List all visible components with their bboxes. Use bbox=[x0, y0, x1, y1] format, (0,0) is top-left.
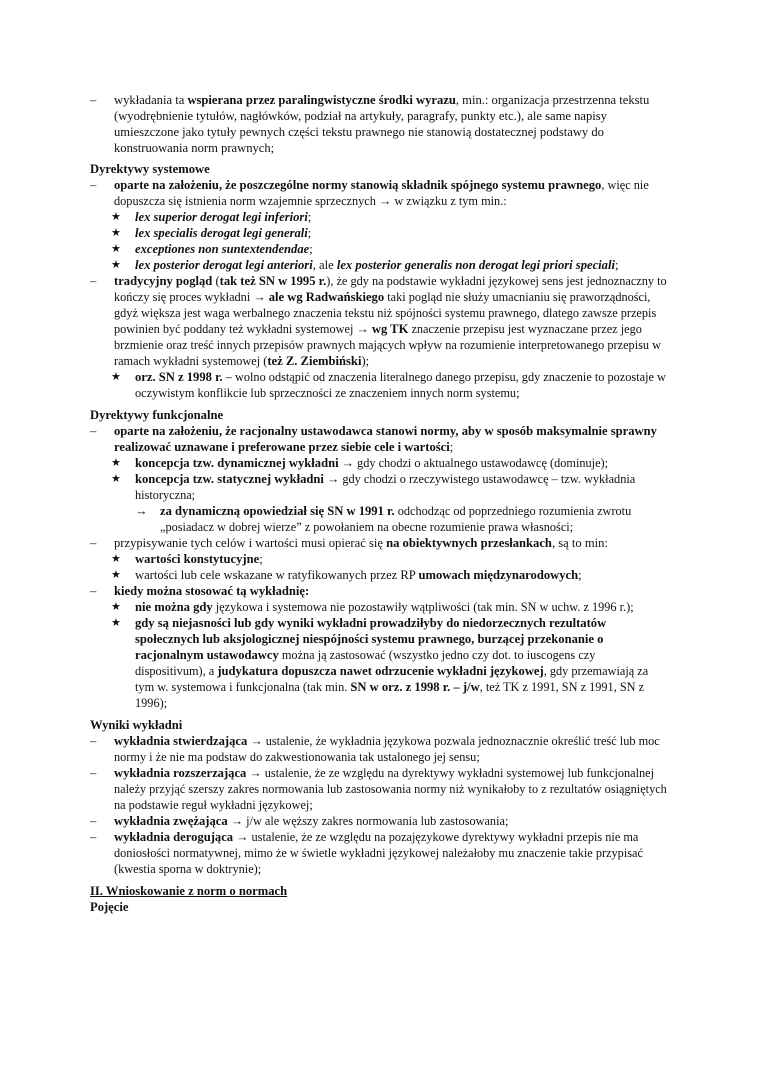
text: → ustalenie, że wykładnia językowa pozwala jednoznacznie określić treść lub moc normy i że nie ma podstaw do zakwestionowania tak ustalonego jej sensu; bbox=[114, 734, 660, 764]
dash-bullet: – bbox=[90, 536, 97, 550]
text: → gdy chodzi o aktualnego ustawodawcę (dominuje); bbox=[338, 456, 609, 470]
dash-bullet: – bbox=[90, 814, 97, 828]
text: wartości lub cele wskazane w ratyfikowanych przez RP bbox=[135, 568, 419, 582]
star-bullet: ★ bbox=[111, 243, 121, 255]
text: odchodząc od poprzedniego rozumienia zwrotu „posiadacz w dobrej wierze” z powołaniem na obecne rozumienie prawa własności; bbox=[160, 504, 632, 534]
star-bullet: ★ bbox=[111, 569, 121, 581]
latin-rule: lex specialis derogat legi generali bbox=[135, 226, 308, 240]
list-item bbox=[90, 225, 668, 241]
bold-text: wykładnia stwierdzająca bbox=[114, 734, 248, 748]
star-bullet: ★ bbox=[111, 601, 121, 613]
list-item bbox=[90, 829, 668, 877]
bold-text: judykatura dopuszcza nawet odrzucenie wykładni językowej bbox=[217, 664, 544, 678]
list-item bbox=[90, 765, 668, 813]
text: , gdy przemawiają za tym w. systemowa i funkcjonalna (tak min. bbox=[135, 664, 649, 694]
bold-text: oparte na założeniu, że poszczególne normy stanowią składnik spójnego systemu prawnego bbox=[114, 178, 602, 192]
star-bullet: ★ bbox=[111, 553, 121, 565]
list-item bbox=[90, 369, 668, 401]
text: , min.: organizacja przestrzenna tekstu (wyodrębnienie tytułów, nagłówków, podział na artykuły, paragrafy, punkty etc.), ale same napisy umieszczone jako tytuły pewnych części tekstu prawnego nie stanowią dostatecznej podstawy do konstruowania norm prawnych; bbox=[114, 93, 650, 155]
bold-text: wg TK bbox=[371, 322, 409, 336]
text: wykładania ta bbox=[114, 93, 188, 107]
bold-text: nie można gdy bbox=[135, 600, 213, 614]
text: , więc nie dopuszcza się istnienia norm wzajemnie sprzecznych → w związku z tym min.: bbox=[114, 178, 649, 208]
dash-bullet: – bbox=[90, 178, 97, 192]
text: → ustalenie, że ze względu na pozajęzykowe dyrektywy wykładni przepis nie ma doniosłości normatywnej, mimo że w świetle wykładni językowej należałoby mu znaczenie takie przypisać (kwestia sporna w doktrynie); bbox=[114, 830, 643, 876]
section-heading: Wyniki wykładni bbox=[90, 718, 183, 732]
dash-bullet: – bbox=[90, 734, 97, 748]
latin-rule: lex posterior derogat legi anteriori bbox=[135, 258, 313, 272]
text: , ale bbox=[312, 258, 337, 272]
section-heading: Dyrektywy systemowe bbox=[90, 162, 210, 176]
bold-text: koncepcja tzw. statycznej wykładni bbox=[135, 472, 324, 486]
bold-text: kiedy można stosować tą wykładnię: bbox=[114, 584, 310, 598]
text: znaczenie przepisu jest wyznaczane przez jego brzmienie oraz treść innych przepisów prawnych mających wpływ na rozumienie interpretowanego przepisu w ramach wykładni systemowej ( bbox=[114, 322, 662, 368]
text: można ją zastosować (wszystko jedno czy dot. to iuscogens czy dispositivum), a bbox=[135, 648, 596, 678]
list-item bbox=[90, 567, 668, 583]
list-item bbox=[90, 257, 668, 273]
star-bullet: ★ bbox=[111, 371, 121, 383]
list-item bbox=[90, 813, 668, 829]
dash-bullet: – bbox=[90, 93, 97, 107]
bold-text: orz. SN z 1998 r. bbox=[135, 370, 223, 384]
dash-bullet: – bbox=[90, 274, 97, 288]
bold-text: też Z. Ziembiński bbox=[267, 354, 362, 368]
bold-text: wspierana przez paralingwistyczne środki wyrazu bbox=[187, 93, 456, 107]
list-item bbox=[90, 273, 668, 369]
bold-text: tak też SN w 1995 r. bbox=[219, 274, 327, 288]
text: ); bbox=[361, 354, 370, 368]
list-item bbox=[90, 551, 668, 567]
punct: ; bbox=[614, 258, 619, 272]
dash-bullet: – bbox=[90, 766, 97, 780]
text: ( bbox=[212, 274, 220, 288]
bold-text: wartości konstytucyjne bbox=[135, 552, 260, 566]
bold-text: wykładnia derogująca bbox=[114, 830, 234, 844]
latin-rule: exceptiones non suntextendendae bbox=[135, 242, 310, 256]
bold-text: oparte na założeniu, że racjonalny ustawodawca stanowi normy, aby w sposób maksymalnie sprawny realizować uznawane i preferowane przez siebie cele i wartości bbox=[114, 424, 657, 454]
bold-text: SN w orz. z 1998 r. – j/w bbox=[350, 680, 480, 694]
document-content bbox=[90, 92, 668, 915]
list-item bbox=[90, 535, 668, 551]
list-item bbox=[90, 583, 668, 599]
bold-text: na obiektywnych przesłankach bbox=[386, 536, 552, 550]
latin-rule: lex superior derogat legi inferiori bbox=[135, 210, 308, 224]
text: → gdy chodzi o rzeczywistego ustawodawcę – tzw. wykładnia historyczna; bbox=[135, 472, 636, 502]
list-item bbox=[90, 423, 668, 455]
star-bullet: ★ bbox=[111, 617, 121, 629]
list-item bbox=[90, 92, 668, 156]
bold-text: wykładnia zwężająca bbox=[114, 814, 228, 828]
bold-text: umowach międzynarodowych bbox=[418, 568, 579, 582]
text: przypisywanie tych celów i wartości musi opierać się bbox=[114, 536, 387, 550]
text: taki pogląd nie służy umacnianiu się praworządności, gdyż większa jest waga werbalnego znaczenia tekstu niż spójności systemu prawnego, dlatego zawsze przepis powinien być poddany też wykładni systemowej → bbox=[114, 290, 657, 336]
star-bullet: ★ bbox=[111, 473, 121, 485]
punct: ; bbox=[449, 440, 454, 454]
section-heading: Dyrektywy funkcjonalne bbox=[90, 408, 224, 422]
dash-bullet: – bbox=[90, 584, 97, 598]
text: ), że gdy na podstawie wykładni językowej sens jest jednoznaczny to kończy się proces wykładni → bbox=[114, 274, 667, 304]
star-bullet: ★ bbox=[111, 457, 121, 469]
bold-text: ale wg Radwańskiego bbox=[268, 290, 385, 304]
star-bullet: ★ bbox=[111, 227, 121, 239]
text: → ustalenie, że ze względu na dyrektywy wykładni systemowej lub funkcjonalnej należy przyjąć szerszy zakres normowania lub zastosowania normy niż wynikałoby to z rezultatów osiągniętych na podstawie reguł wykładni językowej; bbox=[114, 766, 667, 812]
list-item bbox=[90, 177, 668, 209]
list-item bbox=[90, 615, 668, 711]
latin-rule: lex posterior generalis non derogat legi priori speciali bbox=[336, 258, 615, 272]
punct: ; bbox=[307, 210, 312, 224]
text: – wolno odstąpić od znaczenia literalnego danego przepisu, gdy znaczenie to pozostaje w oczywistym konflikcie lub sprzeczności ze znaczeniem innych norm systemu; bbox=[135, 370, 666, 400]
list-item bbox=[90, 241, 668, 257]
dash-bullet: – bbox=[90, 424, 97, 438]
arrow-bullet: → bbox=[135, 504, 148, 518]
punct: ; bbox=[309, 242, 313, 256]
list-item bbox=[90, 503, 668, 535]
text: , są to min: bbox=[551, 536, 608, 550]
bold-text: tradycyjny pogląd bbox=[114, 274, 213, 288]
bold-text: za dynamiczną opowiedział się SN w 1991 r. bbox=[160, 504, 395, 518]
text: → j/w ale węższy zakres normowania lub zastosowania; bbox=[227, 814, 509, 828]
punct: ; bbox=[307, 226, 312, 240]
bold-text: gdy są niejasności lub gdy wyniki wykładni prowadziłyby do niedorzecznych rezultatów społecznych lub aksjologicznej niespójności systemu prawnego, burzącej przekonanie o racjonalnym ustawodawcy bbox=[135, 616, 607, 662]
star-bullet: ★ bbox=[111, 259, 121, 271]
list-item bbox=[90, 209, 668, 225]
list-item bbox=[90, 471, 668, 503]
punct: ; bbox=[259, 552, 263, 566]
dash-bullet: – bbox=[90, 830, 97, 844]
section-heading: Pojęcie bbox=[90, 900, 129, 914]
text: językowa i systemowa nie pozostawiły wątpliwości (tak min. SN w uchw. z 1996 r.); bbox=[212, 600, 634, 614]
section-title: II. Wnioskowanie z norm o normach bbox=[90, 884, 288, 898]
text: , też TK z 1991, SN z 1991, SN z 1996); bbox=[135, 680, 645, 710]
bold-text: koncepcja tzw. dynamicznej wykładni bbox=[135, 456, 339, 470]
punct: ; bbox=[578, 568, 582, 582]
bold-text: wykładnia rozszerzająca bbox=[114, 766, 247, 780]
list-item bbox=[90, 733, 668, 765]
list-item bbox=[90, 599, 668, 615]
list-item bbox=[90, 455, 668, 471]
star-bullet: ★ bbox=[111, 211, 121, 223]
